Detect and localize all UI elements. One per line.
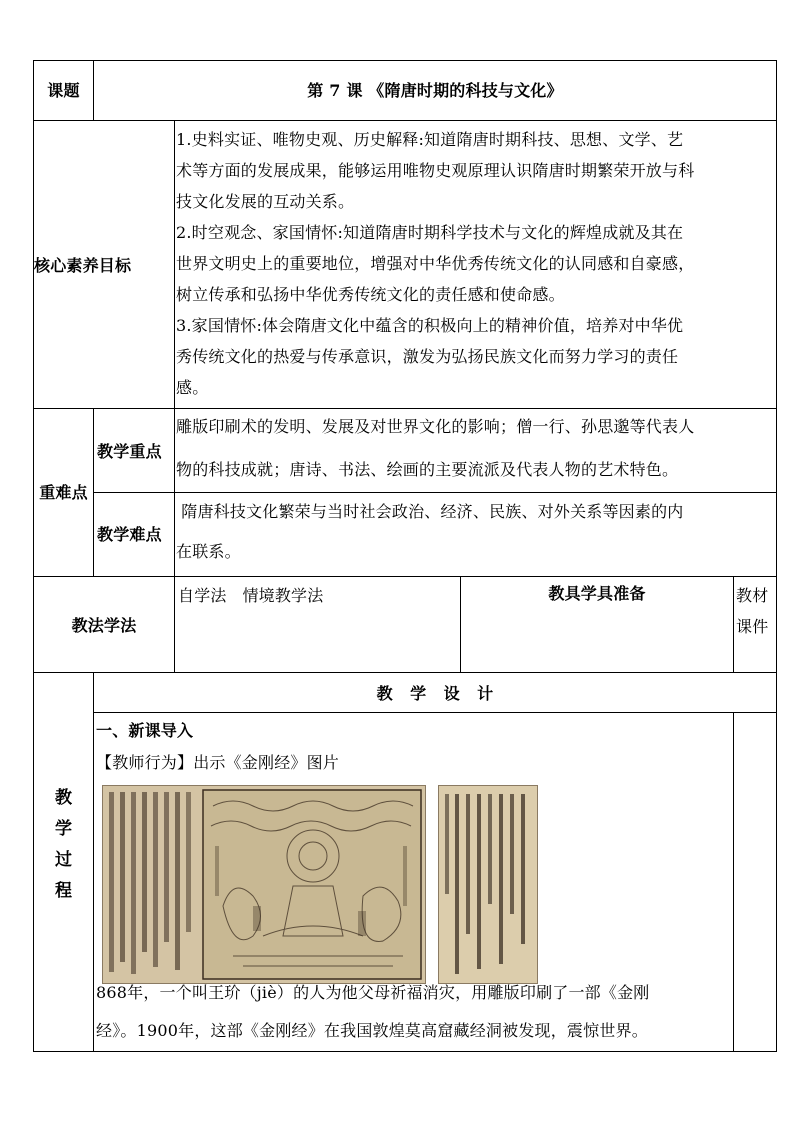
colophon-text-columns (439, 786, 537, 983)
intro-paragraph-line: 经》。1900年，这部《金刚经》在我国敦煌莫高窟藏经洞被发现，震惊世界。 (96, 1021, 648, 1040)
lesson-label: 课题 (47, 81, 80, 100)
goals-line: 秀传统文化的热爱与传承意识，激发为弘扬民族文化而努力学习的责任 (176, 347, 679, 366)
frontispiece-illustration (103, 786, 425, 983)
teacher-action: 【教师行为】出示《金刚经》图片 (96, 753, 340, 772)
process-label-char: 教 (55, 788, 72, 808)
rule-after-methods (33, 672, 777, 673)
goals-line: 1.史料实证、唯物史观、历史解释:知道隋唐时期科技、思想、文学、艺 (176, 130, 684, 149)
goals-line: 3.家国情怀:体会隋唐文化中蕴含的积极向上的精神价值，培养对中华优 (176, 316, 684, 335)
design-heading: 教 学 设 计 (376, 684, 494, 703)
rule-process-col (93, 672, 94, 1052)
rule-top (33, 60, 777, 61)
key-points-line: 物的科技成就；唐诗、书法、绘画的主要流派及代表人物的艺术特色。 (176, 460, 679, 479)
rule-methods-col3 (733, 576, 734, 672)
goals-line: 技文化发展的互动关系。 (176, 192, 355, 211)
difficult-points-line: 在联系。 (176, 542, 241, 561)
process-label-char: 过 (55, 850, 72, 870)
process-label (34, 783, 93, 907)
key-points-label: 教学重点 (97, 442, 162, 461)
difficult-points-line: 隋唐科技文化繁荣与当时社会政治、经济、民族、对外关系等因素的内 (176, 502, 684, 521)
goals-text (176, 124, 776, 403)
section-new-lesson: 一、新课导入 (96, 721, 194, 740)
rule-methods-col1 (174, 576, 175, 672)
prep-label: 教具学具准备 (548, 584, 646, 603)
goals-line: 树立传承和弘扬中华优秀传统文化的责任感和使命感。 (176, 285, 565, 304)
lesson-title: 第 7 课 《隋唐时期的科技与文化》 (307, 81, 563, 100)
diamond-sutra-colophon-image (438, 785, 538, 984)
methods-label: 教法学法 (71, 616, 137, 635)
rule-goals-col (174, 120, 175, 408)
rule-keydiff-col2 (174, 408, 175, 576)
prep-value: 教材 (736, 586, 769, 605)
prep-value: 课件 (736, 617, 769, 636)
goals-line: 感。 (176, 378, 209, 397)
rule-keydiff-col1 (93, 408, 94, 576)
methods-value: 自学法 情境教学法 (178, 586, 324, 605)
goals-line: 2.时空观念、家国情怀:知道隋唐时期科学技术与文化的辉煌成就及其在 (176, 223, 684, 242)
rule-after-title (33, 120, 777, 121)
goals-line: 术等方面的发展成果，能够运用唯物史观原理认识隋唐时期繁荣开放与科 (176, 161, 695, 180)
process-label-char: 程 (55, 881, 72, 901)
rule-after-goals (33, 408, 777, 409)
rule-key-diff-split (93, 492, 777, 493)
key-points-line: 雕版印刷术的发明、发展及对世界文化的影响；僧一行、孙思邈等代表人 (176, 417, 695, 436)
process-label-char: 学 (55, 819, 72, 839)
goals-line: 世界文明史上的重要地位，增强对中华优秀传统文化的认同感和自豪感， (176, 254, 695, 273)
rule-after-keydiff (33, 576, 777, 577)
rule-right (776, 60, 777, 1052)
rule-process-right-col (733, 712, 734, 1052)
key-difficult-label: 重难点 (39, 483, 88, 502)
difficult-points-label: 教学难点 (97, 525, 162, 544)
intro-paragraph-line: 868年，一个叫王玠（jiè）的人为他父母祈福消灾，用雕版印刷了一部《金刚 (96, 983, 650, 1002)
rule-bottom (33, 1051, 777, 1052)
rule-after-design (93, 712, 777, 713)
diamond-sutra-frontispiece-image (102, 785, 426, 984)
goals-label: 核心素养目标 (34, 256, 132, 275)
